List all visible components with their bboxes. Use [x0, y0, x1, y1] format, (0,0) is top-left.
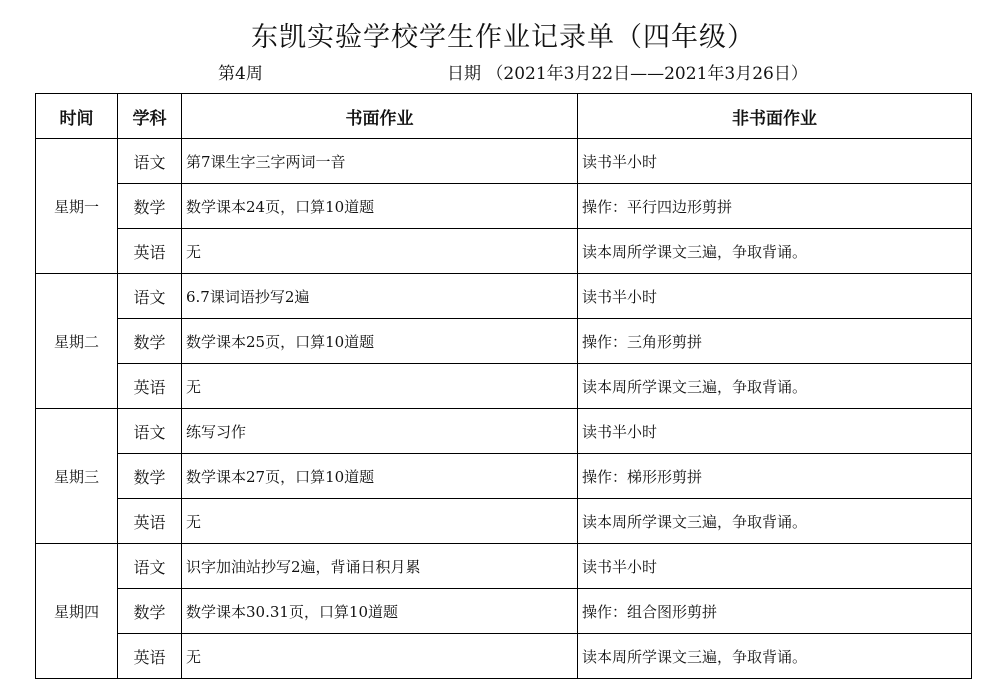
header-subject: 学科 [118, 94, 182, 139]
table-row [36, 184, 972, 229]
homework-table [35, 93, 972, 679]
table-row [36, 274, 972, 319]
table-row [36, 634, 972, 679]
written-homework-cell: 第7课生字三字两词一音 [182, 139, 578, 184]
non-written-homework-cell: 读本周所学课文三遍，争取背诵。 [578, 634, 972, 679]
table-body [36, 139, 972, 679]
non-written-homework-cell: 操作：三角形剪拼 [578, 319, 972, 364]
non-written-homework-cell: 读书半小时 [578, 139, 972, 184]
table-row [36, 319, 972, 364]
written-homework-cell: 数学课本30.31页，口算10道题 [182, 589, 578, 634]
non-written-homework-cell: 读书半小时 [578, 409, 972, 454]
written-homework-cell: 数学课本24页，口算10道题 [182, 184, 578, 229]
written-homework-cell: 无 [182, 364, 578, 409]
subject-cell: 语文 [118, 139, 182, 184]
table-row [36, 364, 972, 409]
subject-cell: 英语 [118, 499, 182, 544]
written-homework-cell: 数学课本25页，口算10道题 [182, 319, 578, 364]
written-homework-cell: 6.7课词语抄写2遍 [182, 274, 578, 319]
written-homework-cell: 练写习作 [182, 409, 578, 454]
subject-cell: 英语 [118, 634, 182, 679]
non-written-homework-cell: 读书半小时 [578, 544, 972, 589]
written-homework-cell: 数学课本27页，口算10道题 [182, 454, 578, 499]
subject-cell: 英语 [118, 229, 182, 274]
subject-cell: 英语 [118, 364, 182, 409]
non-written-homework-cell: 读书半小时 [578, 274, 972, 319]
table-header-row [36, 94, 972, 139]
written-homework-cell: 识字加油站抄写2遍，背诵日积月累 [182, 544, 578, 589]
non-written-homework-cell: 读本周所学课文三遍，争取背诵。 [578, 499, 972, 544]
subject-cell: 数学 [118, 319, 182, 364]
table-row [36, 454, 972, 499]
subject-cell: 语文 [118, 544, 182, 589]
table-row [36, 589, 972, 634]
written-homework-cell: 无 [182, 634, 578, 679]
date-range: 日期 （2021年3月22日——2021年3月26日） [447, 64, 808, 84]
written-homework-cell: 无 [182, 229, 578, 274]
table-row [36, 409, 972, 454]
day-cell: 星期一 [36, 139, 118, 274]
week-label: 第4周 [218, 64, 263, 84]
non-written-homework-cell: 操作：组合图形剪拼 [578, 589, 972, 634]
header-time: 时间 [36, 94, 118, 139]
document-title: 东凯实验学校学生作业记录单（四年级） [251, 22, 755, 53]
day-cell: 星期二 [36, 274, 118, 409]
header-non-written-homework: 非书面作业 [578, 94, 972, 139]
non-written-homework-cell: 读本周所学课文三遍，争取背诵。 [578, 364, 972, 409]
table-row [36, 544, 972, 589]
subject-cell: 语文 [118, 274, 182, 319]
subject-cell: 数学 [118, 184, 182, 229]
day-cell: 星期四 [36, 544, 118, 679]
header-written-homework: 书面作业 [182, 94, 578, 139]
non-written-homework-cell: 读本周所学课文三遍，争取背诵。 [578, 229, 972, 274]
non-written-homework-cell: 操作：梯形形剪拼 [578, 454, 972, 499]
subject-cell: 数学 [118, 589, 182, 634]
table-row [36, 499, 972, 544]
subject-cell: 数学 [118, 454, 182, 499]
written-homework-cell: 无 [182, 499, 578, 544]
table-row [36, 229, 972, 274]
day-cell: 星期三 [36, 409, 118, 544]
non-written-homework-cell: 操作：平行四边形剪拼 [578, 184, 972, 229]
subject-cell: 语文 [118, 409, 182, 454]
table-row [36, 139, 972, 184]
